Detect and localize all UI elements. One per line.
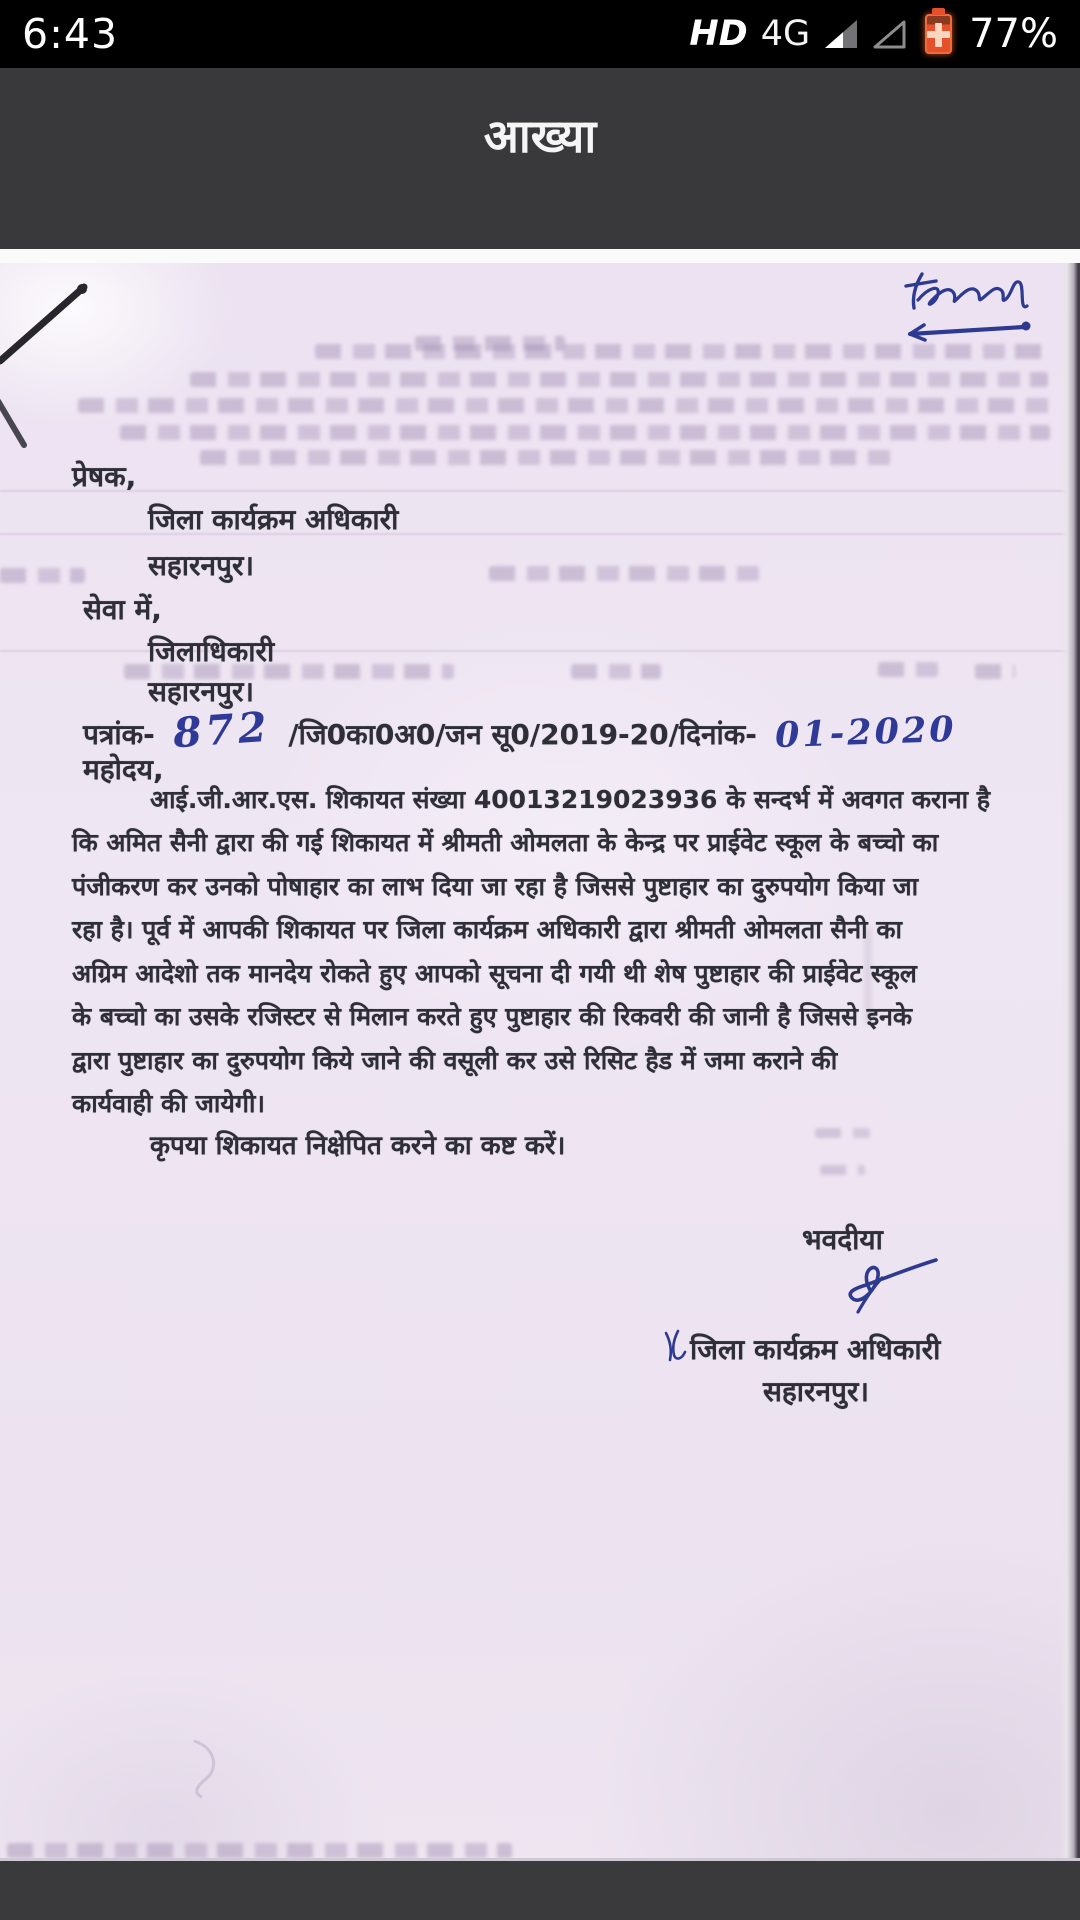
- recipient-place: सहारनपुर।: [148, 675, 255, 708]
- paper-pin-icon: [0, 271, 126, 451]
- forward-handwritten-mark: [898, 266, 1040, 350]
- battery-charging-icon: [925, 14, 952, 54]
- recipient-name: जिलाधिकारी: [148, 635, 275, 668]
- hd-volte-badge: HD: [689, 14, 748, 54]
- bleedthrough-text-row: [489, 566, 759, 581]
- signatory-title: जिला कार्यक्रम अधिकारी: [690, 1333, 941, 1366]
- ref-series: /जि0का0अ0/जन सू0/2019-20/दिनांक-: [288, 718, 757, 751]
- sender-name: जिला कार्यक्रम अधिकारी: [148, 503, 399, 536]
- ref-label: पत्रांक-: [83, 718, 155, 751]
- sender-label: प्रेषक,: [72, 460, 137, 493]
- salutation: महोदय,: [83, 753, 164, 786]
- recipient-label: सेवा में,: [83, 593, 162, 626]
- body-line: कि अमित सैनी द्वारा की गई शिकायत में श्रीमती ओमलता के केन्द्र पर प्राईवेट स्कूल के बच्चो का: [72, 828, 939, 857]
- body-line: आई.जी.आर.एस. शिकायत संख्या 40013219023936 के सन्दर्भ में अवगत कराना है: [150, 785, 991, 814]
- bleedthrough-text-row: [190, 372, 1048, 387]
- bleedthrough-text-row: [571, 664, 661, 679]
- body-line: द्वारा पुष्टाहार का दुरुपयोग किये जाने की वसूली कर उसे रिसिट हैड में जमा कराने की: [72, 1046, 838, 1075]
- body-line: के बच्चो का उसके रजिस्टर से मिलान करते हुए पुष्टाहार की रिकवरी की जानी है जिससे इनके: [72, 1002, 913, 1031]
- bleedthrough-rule: [0, 490, 1080, 492]
- photo-top-edge: [0, 249, 1080, 263]
- signal-sim2-empty-icon: [872, 18, 908, 50]
- clock-time: 6:43: [22, 10, 119, 58]
- reference-line: [83, 702, 958, 758]
- ref-number-handwritten: 872: [171, 702, 272, 758]
- bleedthrough-smudge: [815, 1128, 870, 1138]
- sign-off: भवदीया: [802, 1223, 883, 1256]
- ref-date-handwritten: 01-2020: [774, 708, 958, 757]
- bleedthrough-text-row: [200, 450, 895, 465]
- network-type-label: 4G: [760, 14, 811, 54]
- bleedthrough-text-row: [975, 664, 1015, 679]
- status-bar: [0, 0, 1080, 68]
- paper-right-edge-shadow: [1060, 263, 1080, 1858]
- bleedthrough-text-row: [878, 662, 938, 677]
- letter-paper: [0, 263, 1080, 1861]
- bleedthrough-text-row: [7, 1843, 512, 1858]
- signatory-place: सहारनपुर।: [763, 1375, 870, 1408]
- bleedthrough-smudge: [820, 1165, 865, 1175]
- body-line: रहा है। पूर्व में आपकी शिकायत पर जिला कार्यक्रम अधिकारी द्वारा श्रीमती ओमलता सैनी का: [72, 915, 903, 944]
- signatory-ink-mark: [662, 1329, 688, 1365]
- signature-mark: [836, 1256, 940, 1318]
- closing-request-line: कृपया शिकायत निक्षेपित करने का कष्ट करें।: [150, 1131, 566, 1161]
- battery-percent: 77%: [969, 11, 1058, 57]
- body-line: कार्यवाही की जायेगी।: [72, 1089, 265, 1118]
- body-line: पंजीकरण कर उनको पोषाहार का लाभ दिया जा रहा है जिससे पुष्टाहार का दुरुपयोग किया जा: [72, 872, 919, 901]
- bleedthrough-text-row: [0, 568, 85, 583]
- bleedthrough-text-row: [120, 425, 1050, 440]
- body-line: अग्रिम आदेशो तक मानदेय रोकते हुए आपको सूचना दी गयी थी शेष पुष्टाहार की प्राईवेट स्कूल: [72, 959, 917, 988]
- bleedthrough-text-row: [315, 344, 1045, 359]
- app-header: [0, 68, 1080, 249]
- faint-pen-smudge: [180, 1733, 240, 1803]
- document-photo[interactable]: [0, 249, 1080, 1920]
- status-icons-cluster: [689, 11, 1058, 57]
- page-title: आख्या: [483, 109, 597, 163]
- bleedthrough-text-row: [78, 398, 1058, 413]
- signal-strength-icon: [823, 18, 859, 50]
- sender-place: सहारनपुर।: [148, 549, 255, 582]
